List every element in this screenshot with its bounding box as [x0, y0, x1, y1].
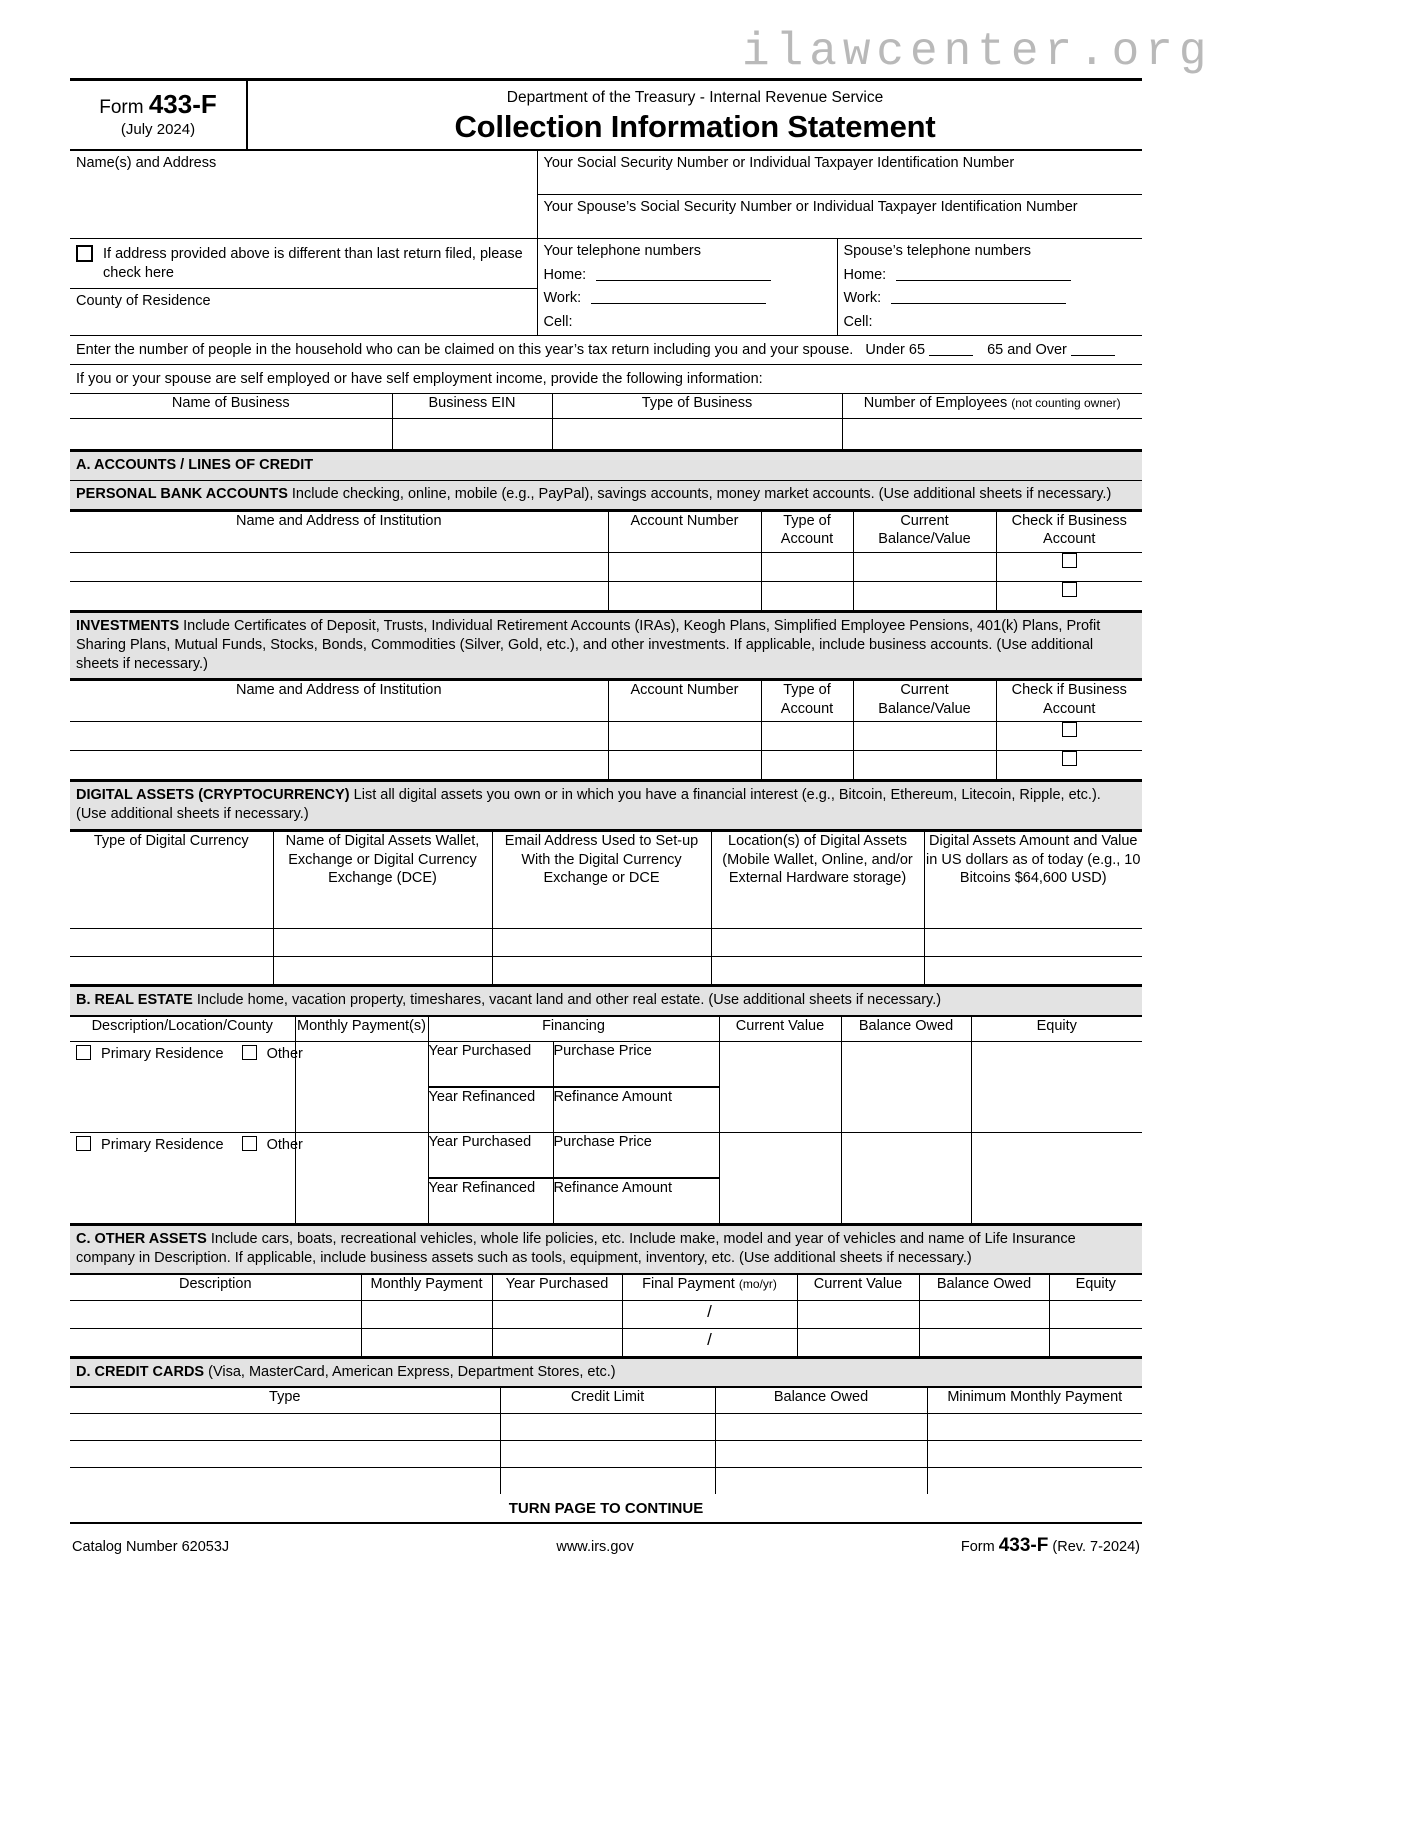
re-year-refinanced-label-2: Year Refinanced	[428, 1178, 553, 1224]
re-monthly-payment-input-2[interactable]	[295, 1132, 428, 1223]
re-other-checkbox-2[interactable]	[242, 1136, 257, 1151]
spouse-phone-cell-row[interactable]	[838, 312, 1143, 336]
footer-form-block	[961, 1535, 1140, 1557]
investments-note	[70, 611, 1142, 680]
credit-cards-row-3	[70, 1468, 1142, 1495]
re-current-value-input-2[interactable]	[719, 1132, 841, 1223]
spouse-phone-cell-label: Cell:	[843, 313, 873, 330]
oa-current-value-input-1[interactable]	[797, 1300, 919, 1328]
inv-balance-input-2[interactable]	[853, 751, 996, 780]
bank-balance-input-1[interactable]	[853, 552, 996, 581]
investments-text: Include Certificates of Deposit, Trusts, Individual Retirement Accounts (IRAs), Keogh Plans, Simplified Employee Pensions, 401(k) Plans, Profit Sharing Plans, Mutual Funds, Stocks, Bonds, Commodities (Silver, Gold, etc.), and other investments. If applicable, include business accounts. (Use additional sheets if necessary.)	[76, 617, 1101, 672]
col-bank-account-type: Type of Account	[761, 511, 853, 553]
business-ein-input[interactable]	[392, 419, 552, 450]
bank-business-check-cell-1[interactable]	[996, 552, 1142, 581]
your-phone-label: Your telephone numbers	[543, 243, 701, 259]
household-under65-label: Under 65	[865, 342, 926, 359]
col-cc-balance-owed: Balance Owed	[715, 1388, 927, 1414]
oa-final-payment-input-2[interactable]	[622, 1328, 797, 1356]
digital-amount-input-1[interactable]	[924, 929, 1142, 957]
cc-type-input-3[interactable]	[70, 1468, 500, 1495]
household-under65-input[interactable]	[929, 342, 973, 356]
section-c-note	[70, 1224, 1142, 1274]
col-re-balance-owed: Balance Owed	[841, 1016, 971, 1041]
digital-currency-type-input-2[interactable]	[70, 957, 273, 985]
credit-cards-table	[70, 1387, 1142, 1494]
address-check-cell[interactable]	[70, 239, 537, 289]
col-business-employees-text: Number of Employees	[863, 395, 1008, 412]
col-digital-wallet-name: Name of Digital Assets Wallet, Exchange or Digital Currency Exchange (DCE)	[273, 831, 492, 929]
digital-row-1	[70, 929, 1142, 957]
col-re-financing: Financing	[428, 1016, 719, 1041]
bank-account-type-input-1[interactable]	[761, 552, 853, 581]
self-employment-prompt: If you or your spouse are self employed or have self employment income, provide the following information:	[76, 371, 763, 388]
identity-table	[70, 151, 1142, 336]
your-phone-home-label: Home:	[543, 266, 587, 283]
col-inv-business-check: Check if Business Account	[996, 680, 1142, 722]
county-cell[interactable]	[70, 288, 537, 336]
address-check-wrap	[70, 239, 537, 287]
col-oa-final-payment-note: (mo/yr)	[738, 1276, 777, 1291]
form-revision: (July 2024)	[120, 121, 196, 138]
re-equity-input-1[interactable]	[971, 1041, 1142, 1132]
form-number-block	[70, 81, 248, 149]
investments-bold: INVESTMENTS	[76, 617, 180, 634]
re-type-checkboxes-2	[70, 1133, 303, 1163]
oa-final-payment-slash-2: /	[707, 1329, 712, 1349]
bank-business-checkbox-1[interactable]	[1062, 553, 1077, 568]
address-check-label: If address provided above is different than last return filed, please check here	[103, 246, 523, 281]
section-b-text: Include home, vacation property, timeshares, vacant land and other real estate. (Use additional sheets if necessary.)	[196, 992, 942, 1009]
cc-type-input-2[interactable]	[70, 1441, 500, 1468]
bank-row-2	[70, 581, 1142, 610]
re-description-cell-2[interactable]	[70, 1132, 303, 1223]
bank-balance-input-2[interactable]	[853, 581, 996, 610]
real-estate-table	[70, 1016, 1142, 1224]
col-digital-currency-type: Type of Digital Currency	[70, 831, 273, 929]
inv-account-type-input-1[interactable]	[761, 722, 853, 751]
re-primary-residence-checkbox-2[interactable]	[76, 1136, 91, 1151]
oa-final-payment-input-1[interactable]	[622, 1300, 797, 1328]
other-assets-row-1	[70, 1300, 1142, 1328]
re-balance-owed-input-1[interactable]	[841, 1041, 971, 1132]
form-label: Form	[99, 97, 144, 118]
inv-business-checkbox-2[interactable]	[1062, 751, 1077, 766]
digital-wallet-name-input-2[interactable]	[273, 957, 492, 985]
digital-assets-table	[70, 830, 1142, 985]
col-bank-business-check: Check if Business Account	[996, 511, 1142, 553]
col-inv-account-type: Type of Account	[761, 680, 853, 722]
turn-page-notice: TURN PAGE TO CONTINUE	[70, 1494, 1142, 1524]
business-employees-input[interactable]	[842, 419, 1142, 450]
col-inv-account-number: Account Number	[608, 680, 761, 722]
col-digital-amount-value: Digital Assets Amount and Value in US dollars as of today (e.g., 10 Bitcoins $64,600 USD)	[924, 831, 1142, 929]
spouse-phone-work-line[interactable]	[891, 291, 1066, 304]
page-title: Collection Information Statement	[454, 109, 936, 144]
oa-year-purchased-input-2[interactable]	[492, 1328, 622, 1356]
digital-header-row	[70, 831, 1142, 929]
name-ssn-row	[70, 151, 1142, 195]
footer-form-revision: (Rev. 7-2024)	[1052, 1539, 1140, 1556]
cc-credit-limit-input-2[interactable]	[500, 1441, 715, 1468]
cc-min-payment-input-2[interactable]	[927, 1441, 1142, 1468]
personal-bank-accounts-bold: PERSONAL BANK ACCOUNTS	[76, 486, 288, 503]
re-primary-residence-label-2: Primary Residence	[101, 1136, 224, 1153]
col-business-employees	[842, 394, 1142, 419]
digital-currency-type-input-1[interactable]	[70, 929, 273, 957]
cc-type-input-1[interactable]	[70, 1414, 500, 1441]
irs-website: www.irs.gov	[556, 1539, 634, 1556]
digital-assets-bold: DIGITAL ASSETS (CRYPTOCURRENCY)	[76, 787, 350, 804]
bank-institution-input-2[interactable]	[70, 581, 608, 610]
name-address-label: Name(s) and Address	[76, 155, 217, 171]
section-b-bold: B. REAL ESTATE	[76, 992, 193, 1009]
section-a-title: A. ACCOUNTS / LINES OF CREDIT	[70, 450, 1142, 481]
col-re-equity: Equity	[971, 1016, 1142, 1041]
col-oa-equity: Equity	[1049, 1274, 1142, 1300]
cc-min-payment-input-3[interactable]	[927, 1468, 1142, 1495]
your-phone-cell-row[interactable]	[538, 312, 837, 336]
your-phone-work-line[interactable]	[591, 291, 766, 304]
col-business-ein: Business EIN	[392, 394, 552, 419]
address-different-checkbox[interactable]	[76, 245, 93, 262]
page-footer	[70, 1535, 1142, 1557]
cc-balance-owed-input-3[interactable]	[715, 1468, 927, 1495]
re-year-purchased-label-2: Year Purchased	[428, 1132, 553, 1178]
bank-account-number-input-2[interactable]	[608, 581, 761, 610]
oa-year-purchased-input-1[interactable]	[492, 1300, 622, 1328]
section-b-note	[70, 985, 1142, 1016]
address-check-phone-row	[70, 239, 1142, 289]
cc-balance-owed-input-2[interactable]	[715, 1441, 927, 1468]
re-balance-owed-input-2[interactable]	[841, 1132, 971, 1223]
footer-form-number: 433-F	[998, 1535, 1049, 1557]
spouse-phone-work-row[interactable]	[838, 288, 1143, 312]
catalog-number: Catalog Number 62053J	[72, 1539, 230, 1556]
col-business-type: Type of Business	[552, 394, 842, 419]
spouse-phone-label: Spouse’s telephone numbers	[843, 243, 1032, 259]
re-type-checkboxes-1	[70, 1042, 303, 1072]
county-label: County of Residence	[76, 292, 211, 309]
business-data-row	[70, 419, 1142, 450]
section-c-bold: C. OTHER ASSETS	[76, 1230, 207, 1247]
col-inv-institution: Name and Address of Institution	[70, 680, 608, 722]
cc-balance-owed-input-1[interactable]	[715, 1414, 927, 1441]
inv-business-check-cell-1[interactable]	[996, 722, 1142, 751]
digital-wallet-name-input-1[interactable]	[273, 929, 492, 957]
personal-bank-accounts-text: Include checking, online, mobile (e.g., PayPal), savings accounts, money market accounts. (Use additional sheets if necessary.)	[291, 486, 1112, 503]
col-oa-final-payment	[622, 1274, 797, 1300]
oa-monthly-payment-input-2[interactable]	[361, 1328, 492, 1356]
investments-row-1	[70, 722, 1142, 751]
re-purchase-price-label-1: Purchase Price	[553, 1041, 719, 1087]
oa-current-value-input-2[interactable]	[797, 1328, 919, 1356]
digital-email-input-2[interactable]	[492, 957, 711, 985]
household-over65-input[interactable]	[1071, 342, 1115, 356]
form-header	[70, 78, 1142, 151]
section-d-text: (Visa, MasterCard, American Express, Department Stores, etc.)	[208, 1363, 616, 1380]
oa-description-input-1[interactable]	[70, 1300, 361, 1328]
spouse-phone-cell[interactable]	[837, 239, 1142, 336]
form-number-line	[70, 89, 246, 120]
oa-balance-owed-input-1[interactable]	[919, 1300, 1049, 1328]
bank-account-type-input-2[interactable]	[761, 581, 853, 610]
re-other-checkbox-1[interactable]	[242, 1045, 257, 1060]
ssn-label: Your Social Security Number or Individual Taxpayer Identification Number	[543, 155, 1015, 171]
inv-account-type-input-2[interactable]	[761, 751, 853, 780]
spouse-phone-home-label: Home:	[843, 266, 887, 283]
other-assets-table	[70, 1274, 1142, 1357]
re-other-label-2: Other	[266, 1136, 303, 1153]
re-refinance-amount-label-1: Refinance Amount	[553, 1087, 719, 1133]
digital-location-input-1[interactable]	[711, 929, 924, 957]
col-oa-description: Description	[70, 1274, 361, 1300]
business-table	[70, 393, 1142, 450]
bank-institution-input-1[interactable]	[70, 552, 608, 581]
col-oa-current-value: Current Value	[797, 1274, 919, 1300]
real-estate-row-1a	[70, 1041, 1142, 1087]
col-oa-balance-owed: Balance Owed	[919, 1274, 1049, 1300]
inv-business-check-cell-2[interactable]	[996, 751, 1142, 780]
re-other-label-1: Other	[266, 1045, 303, 1062]
col-digital-location: Location(s) of Digital Assets (Mobile Wallet, Online, and/or External Hardware storage)	[711, 831, 924, 929]
col-re-current-value: Current Value	[719, 1016, 841, 1041]
household-over65-label: 65 and Over	[987, 342, 1067, 359]
oa-balance-owed-input-2[interactable]	[919, 1328, 1049, 1356]
col-re-description: Description/Location/County	[70, 1016, 295, 1041]
col-cc-type: Type	[70, 1388, 500, 1414]
oa-description-input-2[interactable]	[70, 1328, 361, 1356]
bank-accounts-table	[70, 510, 1142, 611]
inv-account-number-input-1[interactable]	[608, 722, 761, 751]
your-phone-cell[interactable]	[537, 239, 837, 336]
digital-row-2	[70, 957, 1142, 985]
section-d-note	[70, 1357, 1142, 1388]
bank-row-1	[70, 552, 1142, 581]
col-cc-min-monthly-payment: Minimum Monthly Payment	[927, 1388, 1142, 1414]
inv-account-number-input-2[interactable]	[608, 751, 761, 780]
re-description-cell-1[interactable]	[70, 1041, 303, 1132]
your-phone-home-row[interactable]	[538, 265, 837, 289]
cc-credit-limit-input-1[interactable]	[500, 1414, 715, 1441]
your-phone-work-label: Work:	[543, 290, 582, 307]
digital-assets-note	[70, 780, 1142, 830]
oa-equity-input-1[interactable]	[1049, 1300, 1142, 1328]
your-phone-home-line[interactable]	[596, 268, 771, 281]
digital-assets-text: List all digital assets you own or in which you have a financial interest (e.g., Bitcoin, Ethereum, Litecoin, Ripple, etc.). (Use additional sheets if necessary.)	[76, 787, 1101, 823]
business-name-input[interactable]	[70, 419, 392, 450]
re-year-refinanced-label-1: Year Refinanced	[428, 1087, 553, 1133]
investments-table	[70, 679, 1142, 780]
credit-cards-header-row	[70, 1388, 1142, 1414]
your-phone-work-row[interactable]	[538, 288, 837, 312]
re-current-value-input-1[interactable]	[719, 1041, 841, 1132]
re-primary-residence-checkbox-1[interactable]	[76, 1045, 91, 1060]
col-inv-current-balance: Current Balance/Value	[853, 680, 996, 722]
form-sheet	[70, 78, 1142, 1557]
spouse-ssn-cell[interactable]	[537, 195, 1142, 239]
col-bank-current-balance: Current Balance/Value	[853, 511, 996, 553]
re-purchase-price-label-2: Purchase Price	[553, 1132, 719, 1178]
oa-equity-input-2[interactable]	[1049, 1328, 1142, 1356]
bank-business-check-cell-2[interactable]	[996, 581, 1142, 610]
spouse-phone-home-line[interactable]	[896, 268, 1071, 281]
real-estate-row-2a	[70, 1132, 1142, 1178]
oa-monthly-payment-input-1[interactable]	[361, 1300, 492, 1328]
col-business-employees-note: (not counting owner)	[1011, 396, 1121, 411]
digital-email-input-1[interactable]	[492, 929, 711, 957]
inv-balance-input-1[interactable]	[853, 722, 996, 751]
department-line: Department of the Treasury - Internal Revenue Service	[506, 89, 884, 106]
col-bank-institution: Name and Address of Institution	[70, 511, 608, 553]
re-primary-residence-label-1: Primary Residence	[101, 1045, 224, 1062]
col-oa-year-purchased: Year Purchased	[492, 1274, 622, 1300]
watermark-ilawcenter: ilawcenter.org	[742, 26, 1213, 78]
inv-institution-input-2[interactable]	[70, 751, 608, 780]
credit-cards-row-2	[70, 1441, 1142, 1468]
household-text: Enter the number of people in the household who can be claimed on this year’s tax return including you and your spouse.	[76, 342, 854, 359]
investments-header-row	[70, 680, 1142, 722]
footer-form-label: Form	[960, 1539, 995, 1556]
bank-business-checkbox-2[interactable]	[1062, 582, 1077, 597]
re-equity-input-2[interactable]	[971, 1132, 1142, 1223]
real-estate-header-row	[70, 1016, 1142, 1041]
col-re-monthly-payment: Monthly Payment(s)	[295, 1016, 428, 1041]
inv-institution-input-1[interactable]	[70, 722, 608, 751]
investments-row-2	[70, 751, 1142, 780]
col-oa-final-payment-text: Final Payment	[642, 1275, 735, 1292]
re-year-purchased-label-1: Year Purchased	[428, 1041, 553, 1087]
bank-account-number-input-1[interactable]	[608, 552, 761, 581]
ssn-cell[interactable]	[537, 151, 1142, 195]
credit-cards-row-1	[70, 1414, 1142, 1441]
re-refinance-amount-label-2: Refinance Amount	[553, 1178, 719, 1224]
business-type-input[interactable]	[552, 419, 842, 450]
section-d-bold: D. CREDIT CARDS	[76, 1363, 205, 1380]
digital-location-input-2[interactable]	[711, 957, 924, 985]
name-address-cell[interactable]	[70, 151, 537, 239]
business-header-row	[70, 394, 1142, 419]
inv-business-checkbox-1[interactable]	[1062, 722, 1077, 737]
form-title-block	[248, 81, 1142, 149]
your-phone-cell-label: Cell:	[543, 313, 573, 330]
re-monthly-payment-input-1[interactable]	[295, 1041, 428, 1132]
section-c-text: Include cars, boats, recreational vehicles, whole life policies, etc. Include make, model and year of vehicles and name of Life Insurance company in Description. If applicable, include business assets such as tools, equipment, inventory, etc. (Use additional sheets if necessary.)	[76, 1230, 1076, 1266]
cc-credit-limit-input-3[interactable]	[500, 1468, 715, 1495]
col-bank-account-number: Account Number	[608, 511, 761, 553]
form-number: 433-F	[148, 89, 217, 119]
col-digital-email: Email Address Used to Set-up With the Digital Currency Exchange or DCE	[492, 831, 711, 929]
col-oa-monthly-payment: Monthly Payment	[361, 1274, 492, 1300]
col-cc-credit-limit: Credit Limit	[500, 1388, 715, 1414]
personal-bank-accounts-note	[70, 481, 1142, 510]
other-assets-header-row	[70, 1274, 1142, 1300]
spouse-phone-home-row[interactable]	[838, 265, 1143, 289]
bank-header-row	[70, 511, 1142, 553]
spouse-ssn-label: Your Spouse’s Social Security Number or Individual Taxpayer Identification Number	[543, 199, 1078, 215]
spouse-phone-work-label: Work:	[843, 290, 882, 307]
other-assets-row-2	[70, 1328, 1142, 1356]
oa-final-payment-slash-1: /	[707, 1301, 712, 1321]
col-business-name: Name of Business	[70, 394, 392, 419]
household-row	[70, 336, 1142, 365]
cc-min-payment-input-1[interactable]	[927, 1414, 1142, 1441]
digital-amount-input-2[interactable]	[924, 957, 1142, 985]
